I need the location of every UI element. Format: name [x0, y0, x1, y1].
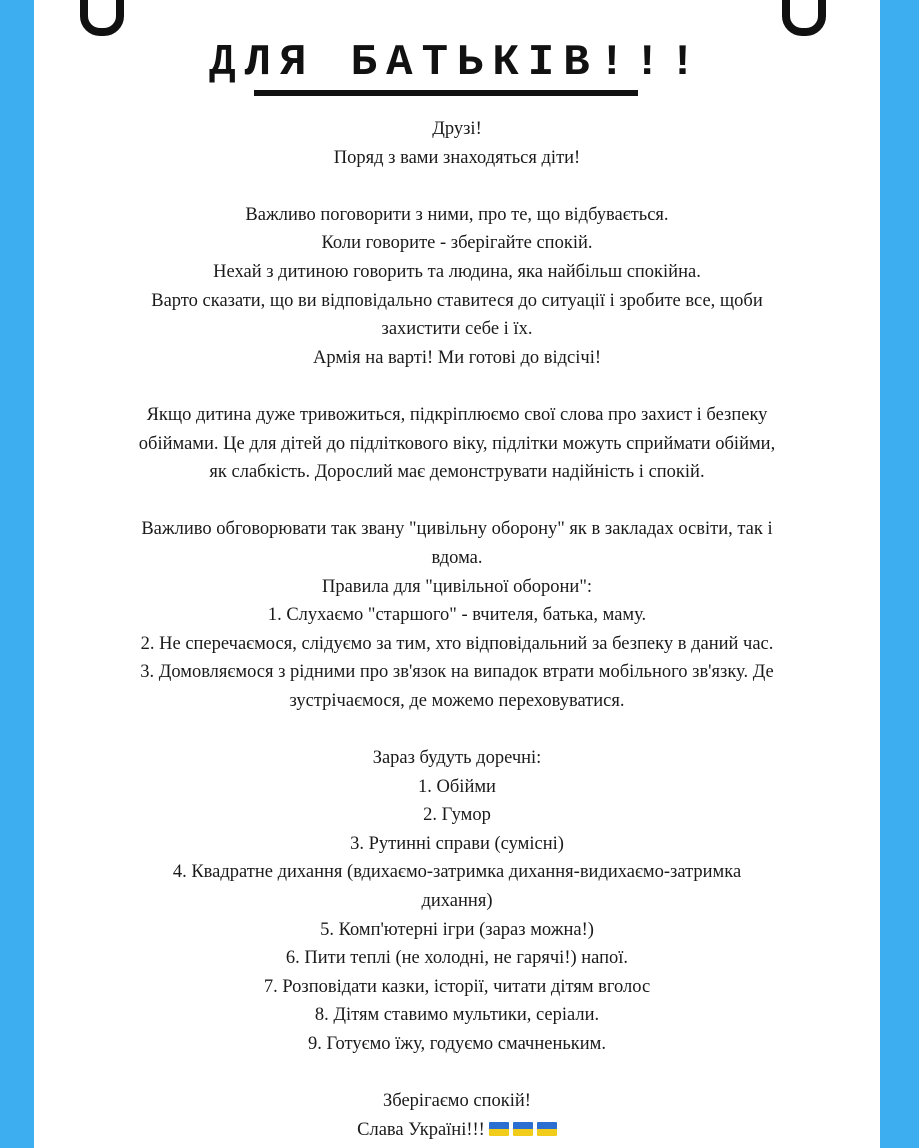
text-line: Коли говорите - зберігайте спокій.	[321, 233, 593, 254]
ukraine-flag-icon	[513, 1122, 533, 1136]
text-line: Поряд з вами знаходяться діти!	[333, 147, 581, 168]
list-item: 9. Готуємо їжу, годуємо смачненьким.	[307, 1034, 607, 1054]
closing-line: Зберігаємо спокій!	[383, 1091, 531, 1112]
notebook-page	[34, 0, 880, 1148]
text-line: Армія на варті! Ми готові до відсічі!	[313, 347, 601, 368]
rule-item: 2. Не сперечаємося, слідуємо за тим, хто відповідальний за безпеку в даний час.	[140, 633, 774, 654]
closing-slogan	[54, 1116, 860, 1145]
ukraine-flag-icon	[489, 1122, 509, 1136]
list-item: дихання)	[421, 891, 493, 912]
body-text	[54, 115, 860, 1144]
list-item: 3. Рутинні справи (сумісні)	[350, 833, 564, 854]
list-item: 5. Комп'ютерні ігри (зараз можна!)	[320, 919, 594, 940]
text-line: як слабкість. Дорослий має демонструвати надійність і спокій.	[209, 462, 705, 483]
text-line: Нехай з дитиною говорить та людина, яка найбільш спокійна.	[213, 261, 701, 282]
page-title: ДЛЯ БАТЬКІВ!!!	[209, 38, 705, 88]
list-item: 8. Дітям ставимо мультики, серіали.	[314, 1005, 600, 1026]
binder-ring-icon	[782, 0, 826, 36]
greeting: Друзі!	[432, 119, 482, 139]
list-item: 7. Розповідати казки, історії, читати дітям вголос	[263, 976, 651, 997]
text-line: вдома.	[431, 547, 483, 568]
text-line: Важливо поговорити з ними, про те, що відбувається.	[245, 204, 669, 225]
rule-item: 1. Слухаємо "старшого" - вчителя, батька, маму.	[267, 605, 647, 626]
rule-item: зустрічаємося, де можемо переховуватися.	[289, 690, 625, 711]
text-line: захистити себе і їх.	[381, 319, 533, 340]
list-item: 4. Квадратне дихання (вдихаємо-затримка дихання-видихаємо-затримка	[172, 862, 742, 883]
list-heading: Зараз будуть доречні:	[372, 748, 542, 769]
rules-heading: Правила для "цивільної оборони":	[321, 576, 593, 597]
binder-ring-icon	[80, 0, 124, 36]
slogan-text: Слава Україні!!!	[357, 1119, 485, 1140]
list-item: 2. Гумор	[423, 805, 491, 826]
text-line: Варто сказати, що ви відповідально ставитеся до ситуації і зробите все, щоби	[151, 290, 763, 311]
text-line: обіймами. Це для дітей до підліткового віку, підлітки можуть сприймати обійми,	[138, 433, 776, 454]
title-underline	[254, 90, 638, 96]
list-item: 6. Пити теплі (не холодні, не гарячі!) напої.	[285, 948, 629, 969]
text-line: Якщо дитина дуже тривожиться, підкріплюємо свої слова про захист і безпеку	[146, 404, 768, 425]
ukraine-flag-icon	[537, 1122, 557, 1136]
list-item: 1. Обійми	[418, 776, 496, 797]
rule-item: 3. Домовляємося з рідними про зв'язок на випадок втрати мобільного зв'язку. Де	[140, 662, 774, 683]
text-line: Важливо обговорювати так звану "цивільну оборону" як в закладах освіти, так і	[141, 519, 773, 540]
